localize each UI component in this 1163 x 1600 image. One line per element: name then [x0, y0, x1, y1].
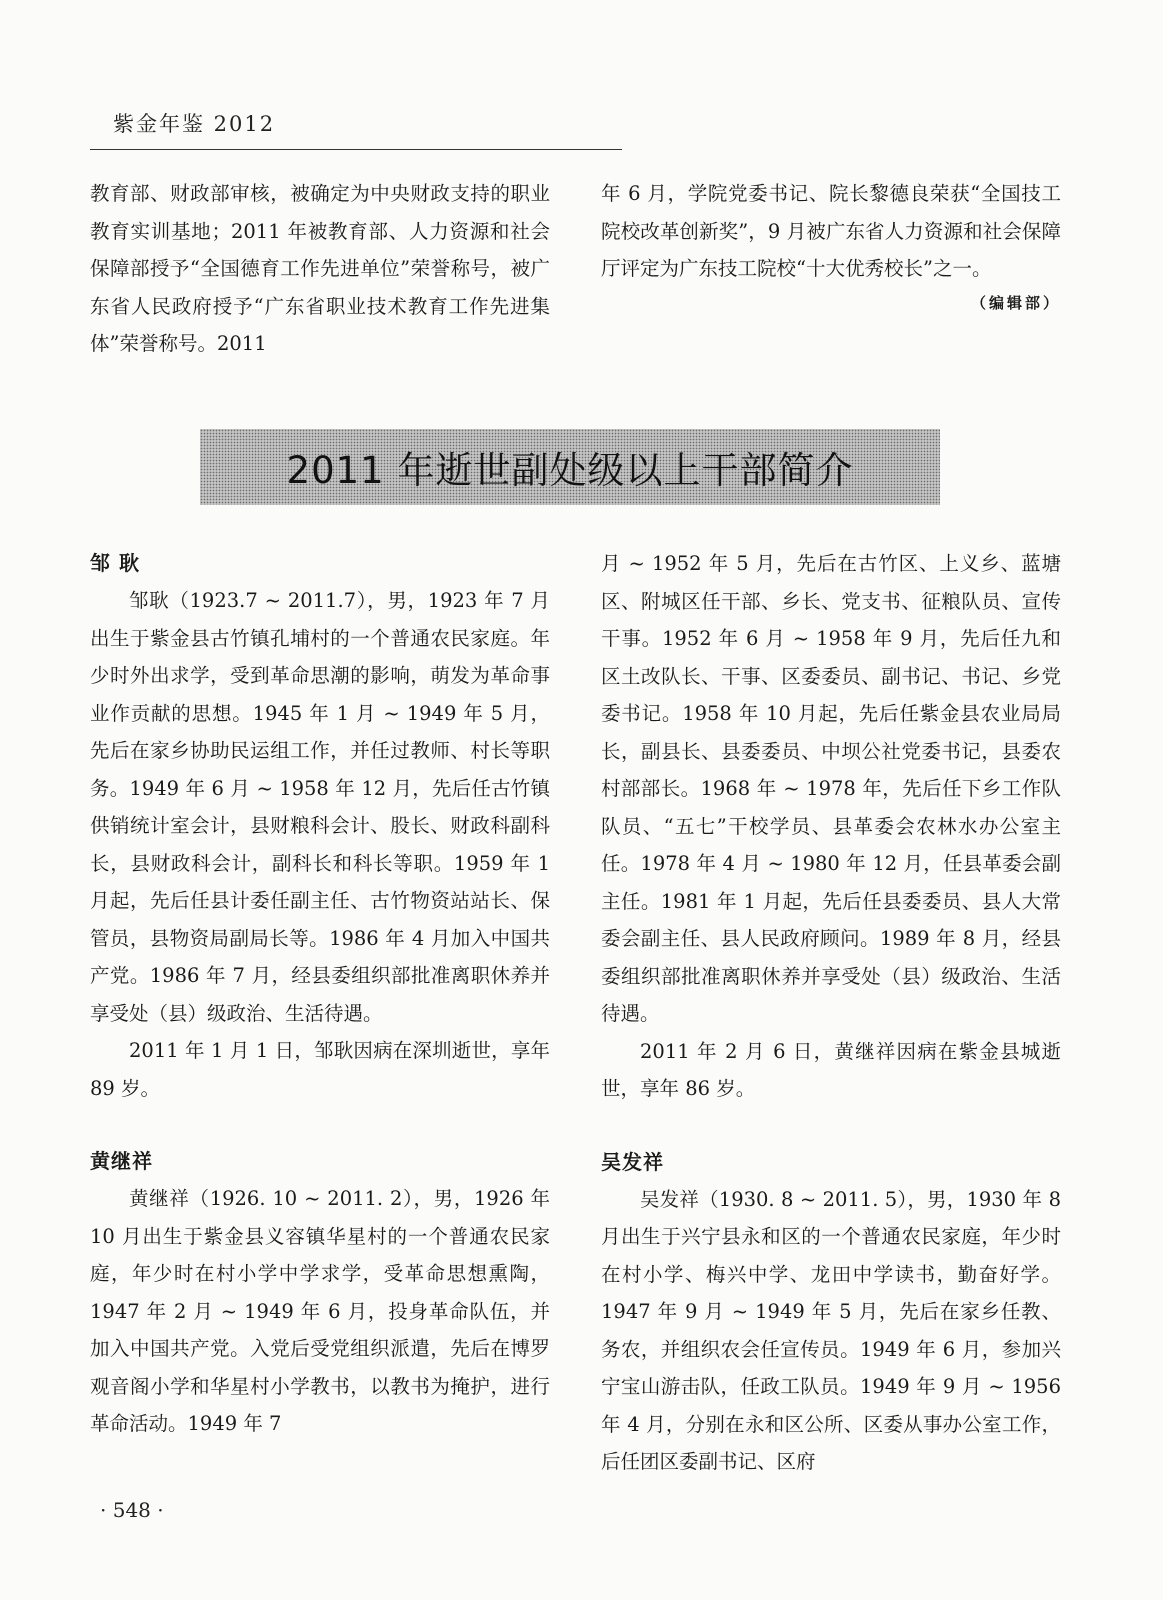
section-title: 2011 年逝世副处级以上干部简介 — [286, 449, 854, 492]
bio-paragraph: 2011 年 1 月 1 日，邹耿因病在深圳逝世，享年 89 岁。 — [90, 1039, 550, 1100]
running-header-title: 紫金年鉴 2012 — [113, 112, 276, 136]
bio-paragraph: 吴发祥（1930. 8 ~ 2011. 5），男，1930 年 8 月出生于兴宁县永和区的一个普通农民家庭，年少时在村小学、梅兴中学、龙田中学读书，勤奋好学。1947 年 9 月 ~ 1949 年 5 月，先后在家乡任教、务农，并组织农会任宣传员。1949 年 6 月，参加兴宁宝山游击队，任政工队员。1949 年 9 月 ~ 1956 年 4 月，分别在永和区公所、区委从事办公室工作，后任团区委副书记、区府 — [601, 1187, 1061, 1473]
bio-paragraph-continued: 月 ~ 1952 年 5 月，先后在古竹区、上义乡、蓝塘区、附城区任干部、乡长、党支书、征粮队员、宣传干事。1952 年 6 月 ~ 1958 年 9 月，先后任九和区土改队长、干事、区委委员、副书记、书记、乡党委书记。1958 年 10 月起，先后任紫金县农业局局长，副县长、县委委员、中坝公社党委书记，县委农村部部长。1968 年 ~ 1978 年，先后任下乡工作队队员、“五七”干校学员、县革委会农林水办公室主任。1978 年 4 月 ~ 1980 年 12 月，任县革委会副主任。1981 年 1 月起，先后任县委委员、县人大常委会副主任、县人民政府顾问。1989 年 8 月，经县委组织部批准离职休养并享受处（县）级政治、生活待遇。 — [601, 552, 1061, 1025]
section-title-banner — [200, 429, 940, 505]
editor-note: （编辑部） — [970, 293, 1061, 312]
bio-paragraph: 邹耿（1923.7 ~ 2011.7），男，1923 年 7 月出生于紫金县古竹镇孔埔村的一个普通农民家庭。年少时外出求学，受到革命思潮的影响，萌发为革命事业作贡献的思想。1945 年 1 月 ~ 1949 年 5 月，先后在家乡协助民运组工作，并任过教师、村长等职务。1949 年 6 月 ~ 1958 年 12 月，先后任古竹镇供销统计室会计，县财粮科会计、股长、财政科副科长，县财政科会计，副科长和科长等职。1959 年 1 月起，先后任县计委任副主任、古竹物资站站长、保管员，县物资局副局长等。1986 年 4 月加入中国共产党。1986 年 7 月，经县委组织部批准离职休养并享受处（县）级政治、生活待遇。 — [90, 589, 550, 1025]
top-right-column — [601, 175, 1061, 318]
continued-paragraph-right: 年 6 月，学院党委书记、院长黎德良荣获“全国技工院校改革创新奖”，9 月被广东省人力资源和社会保障厅评定为广东技工院校“十大优秀校长”之一。 — [601, 182, 1061, 280]
right-column — [601, 545, 1061, 1481]
section-spacer — [601, 1108, 1061, 1144]
left-column — [90, 545, 550, 1443]
page-number: · 548 · — [100, 1498, 164, 1522]
bio-heading-zou-geng: 邹 耿 — [90, 551, 140, 575]
header-rule — [90, 149, 622, 150]
bio-heading-wu-faxiang: 吴发祥 — [601, 1149, 664, 1174]
continued-paragraph-left: 教育部、财政部审核，被确定为中央财政支持的职业教育实训基地；2011 年被教育部、人力资源和社会保障部授予“全国德育工作先进单位”荣誉称号，被广东省人民政府授予“广东省职业技术教育工作先进集体”荣誉称号。2011 — [90, 182, 550, 355]
bio-paragraph: 黄继祥（1926. 10 ~ 2011. 2），男，1926 年 10 月出生于紫金县义容镇华星村的一个普通农民家庭，年少时在村小学中学求学，受革命思想熏陶，1947 年 2 月 ~ 1949 年 6 月，投身革命队伍，并加入中国共产党。入党后受党组织派遣，先后在博罗观音阁小学和华星村小学教书，以教书为掩护，进行革命活动。1949 年 7 — [90, 1187, 550, 1435]
bio-paragraph: 2011 年 2 月 6 日，黄继祥因病在紫金县城逝世，享年 86 岁。 — [601, 1039, 1061, 1100]
top-left-column — [90, 175, 550, 363]
bio-heading-huang-jixiang: 黄继祥 — [90, 1149, 153, 1173]
section-spacer — [90, 1107, 550, 1143]
